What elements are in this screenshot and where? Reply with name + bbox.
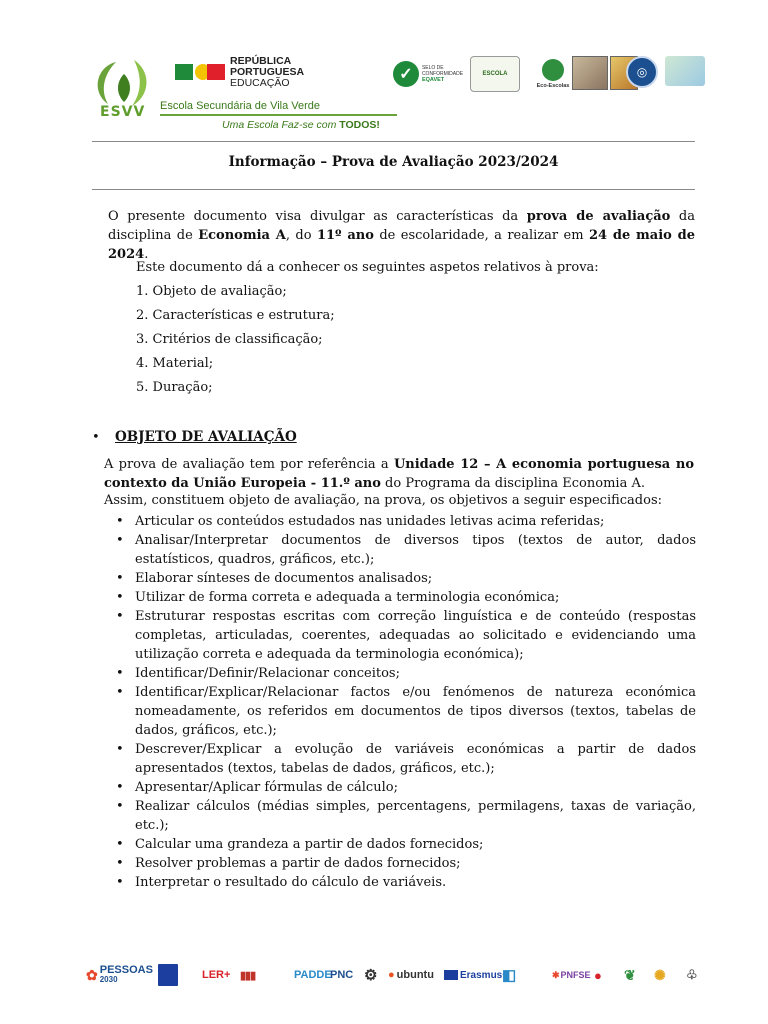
title-rule-top <box>92 141 695 142</box>
list-item: • Analisar/Interpretar documentos de diversos tipos (textos de autor, dados estatísticos, quadros, gráficos, etc.); <box>104 531 696 569</box>
gear-icon: ⚙ <box>364 967 378 984</box>
pessoas-2030-logo: ✿ PESSOAS 2030 <box>86 964 153 984</box>
erasmus-logo: Erasmus+ <box>444 964 508 986</box>
list-item: • Estruturar respostas escritas com correção linguística e de conteúdo (respostas completas, articuladas, coerentes, adequadas ao solicitado e evidenciando uma utilização correta e adequada da terminologia económica); <box>104 607 696 664</box>
reference-paragraph: A prova de avaliação tem por referência a Unidade 12 – A economia portuguesa no contexto da União Europeia - 11.º ano do Programa da disciplina Economia A. <box>104 457 694 491</box>
pnc-logo: PNC <box>330 969 354 981</box>
republic-flag-icon <box>175 62 225 82</box>
republic-label: REPÚBLICA PORTUGUESA EDUCAÇÃO <box>230 55 305 89</box>
esvv-label: ESVV <box>100 104 146 120</box>
leaf-logo-icon: ❦ <box>624 966 636 983</box>
eco-flag-icon <box>542 59 564 81</box>
star-icon: ✱ <box>552 969 560 980</box>
aspect-item: 3. Critérios de classificação; <box>136 332 323 347</box>
ubuntu-circle-icon: ● <box>388 969 395 981</box>
school-name: Escola Secundária de Vila Verde <box>160 100 321 112</box>
eu-flag-icon <box>158 964 178 986</box>
sun-logo-icon: ✺ <box>654 966 666 983</box>
pessoas-flower-icon: ✿ <box>86 966 98 983</box>
school-photo-badge <box>572 56 608 90</box>
aspect-item: 2. Características e estrutura; <box>136 308 335 323</box>
aspect-item: 1. Objeto de avaliação; <box>136 284 287 299</box>
intro-paragraph: O presente documento visa divulgar as características da prova de avaliação da disciplina de Economia A, do 11º ano de escolaridade, a realizar em 24 de maio de 2024. <box>108 209 695 262</box>
list-item: • Descrever/Explicar a evolução de variáveis económicas a partir de dados apresentados (textos, tabelas de dados, gráficos, etc.); <box>104 740 696 778</box>
aspect-item: 4. Material; <box>136 356 214 371</box>
page-title: Informação – Prova de Avaliação 2023/2024 <box>228 154 559 170</box>
list-item: • Utilizar de forma correta e adequada a terminologia económica; <box>104 588 696 607</box>
objectives-lead: Assim, constituem objeto de avaliação, na prova, os objetivos a seguir especificados: <box>104 493 663 508</box>
list-item: • Articular os conteúdos estudados nas unidades letivas acima referidas; <box>104 512 696 531</box>
eu-flag-icon <box>444 970 458 980</box>
school-motto: Uma Escola Faz-se com TODOS! <box>222 119 380 131</box>
check-icon: ✓ <box>393 61 419 87</box>
padde-logo: PADDE <box>294 969 332 981</box>
eqavet-badge: ✓ SELO DE CONFORMIDADE EQAVET <box>388 56 468 92</box>
pnfse-logo: ✱ PNFSE <box>552 969 591 980</box>
clubes-icon: ◧ <box>502 967 517 984</box>
list-item: • Resolver problemas a partir de dados fornecidos; <box>104 854 696 873</box>
health-logo-icon: ● <box>594 967 602 983</box>
page-header <box>0 0 768 140</box>
objectives-list <box>104 512 696 892</box>
school-divider <box>160 114 397 116</box>
list-item: • Calcular uma grandeza a partir de dados fornecidos; <box>104 835 696 854</box>
section-bullet: • <box>92 430 100 445</box>
ministry-logo-icon: ▮▮▮ <box>240 969 256 982</box>
list-item: • Identificar/Explicar/Relacionar factos e/ou fenómenos de natureza económica nomeadamente, os referidos em documentos de tipos diversos (textos, tabelas de dados, gráficos, etc.); <box>104 683 696 740</box>
title-rule-bottom <box>92 189 695 190</box>
list-item: • Elaborar sínteses de documentos analisados; <box>104 569 696 588</box>
gaudaro-badge <box>665 56 705 86</box>
ler-logo: LER+ <box>202 969 231 981</box>
section-heading: OBJETO DE AVALIAÇÃO <box>115 429 297 445</box>
page-footer <box>82 958 712 994</box>
eco-escolas-badge: Eco-Escolas <box>536 56 570 92</box>
tree-logo-icon: ♧ <box>686 967 698 982</box>
ubuntu-logo: ● ubuntu <box>388 969 434 981</box>
aspect-item: 5. Duração; <box>136 380 213 395</box>
list-item: • Identificar/Definir/Relacionar conceitos; <box>104 664 696 683</box>
list-item: • Realizar cálculos (médias simples, percentagens, permilagens, taxas de variação, etc.); <box>104 797 696 835</box>
intro-aspects-lead: Este documento dá a conhecer os seguintes aspetos relativos à prova: <box>136 260 599 275</box>
escola-badge: ESCOLA <box>470 56 520 92</box>
list-item: • Interpretar o resultado do cálculo de variáveis. <box>104 873 696 892</box>
round-seal-icon: ◎ <box>626 56 658 88</box>
list-item: • Apresentar/Aplicar fórmulas de cálculo; <box>104 778 696 797</box>
